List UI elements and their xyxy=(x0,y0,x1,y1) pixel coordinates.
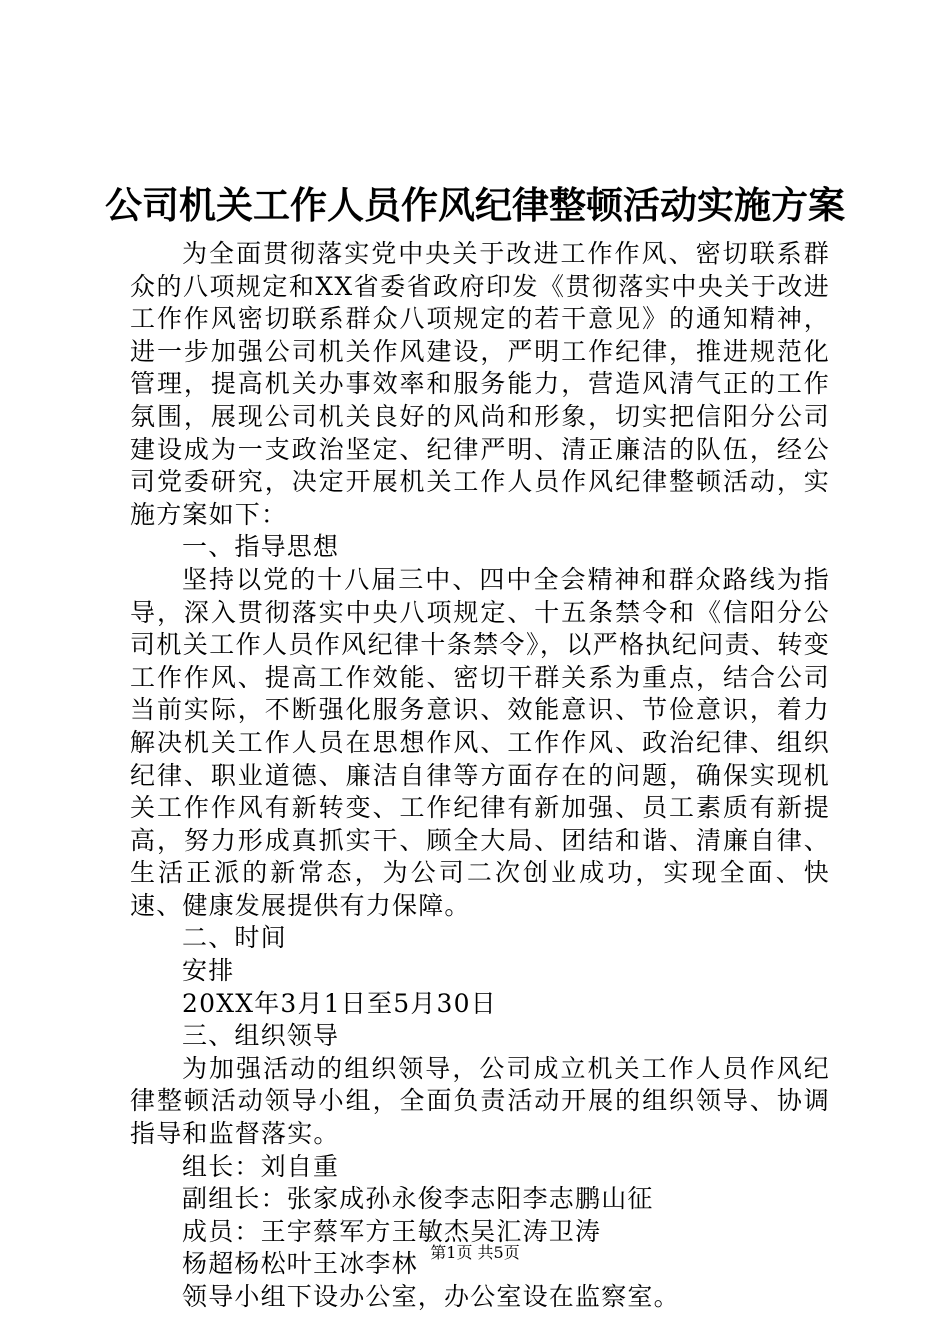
guiding-ideology-paragraph: 坚持以党的十八届三中、四中全会精神和群众路线为指导，深入贯彻落实中央八项规定、十五条禁令和《信阳分公司机关工作人员作风纪律十条禁令》，以严格执纪问责、转变工作作风、提高工作效能、密切干群关系为重点，结合公司当前实际，不断强化服务意识、效能意识、节俭意识，着力解决机关工作人员在思想作风、工作作风、政治纪律、组织纪律、职业道德、廉洁自律等方面存在的问题，确保实现机关工作作风有新转变、工作纪律有新加强、员工素质有新提高，努力形成真抓实干、顾全大局、团结和谐、清廉自律、生活正派的新常态，为公司二次创业成功，实现全面、快速、健康发展提供有力保障。 xyxy=(130,564,830,920)
leader-line: 组长：刘自重 xyxy=(182,1151,340,1181)
document-title: 公司机关工作人员作风纪律整顿活动实施方案 xyxy=(105,183,845,227)
intro-paragraph: 为全面贯彻落实党中央关于改进工作作风、密切联系群众的八项规定和XX省委省政府印发《贯彻落实中央关于改进工作作风密切联系群众八项规定的若干意见》的通知精神，进一步加强公司机关作风建设，严明工作纪律，推进规范化管理，提高机关办事效率和服务能力，营造风清气正的工作氛围，展现公司机关良好的风尚和形象，切实把信阳分公司建设成为一支政治坚定、纪律严明、清正廉洁的队伍，经公司党委研究，决定开展机关工作人员作风纪律整顿活动，实施方案如下： xyxy=(130,239,830,529)
organization-paragraph: 为加强活动的组织领导，公司成立机关工作人员作风纪律整顿活动领导小组，全面负责活动开展的组织领导、协调指导和监督落实。 xyxy=(130,1053,830,1149)
time-range: 20XX年3月1日至5月30日 xyxy=(182,988,497,1018)
section-heading-organization: 三、组织领导 xyxy=(182,1021,340,1051)
section-heading-guiding-ideology: 一、指导思想 xyxy=(182,532,340,562)
document-body xyxy=(130,238,830,1314)
members-line-2: 杨超杨松叶王冰李林 xyxy=(182,1249,418,1279)
section-heading-time: 二、时间 xyxy=(182,923,287,953)
members-line-1: 成员：王宇蔡军方王敏杰吴汇涛卫涛 xyxy=(182,1216,602,1246)
office-note-line: 领导小组下设办公室，办公室设在监察室。 xyxy=(182,1282,680,1311)
deputy-leaders-line: 副组长：张家成孙永俊李志阳李志鹏山征 xyxy=(182,1184,654,1214)
time-arrangement-label: 安排 xyxy=(182,956,235,986)
page-number-footer: 第1页 共5页 xyxy=(430,1243,520,1262)
